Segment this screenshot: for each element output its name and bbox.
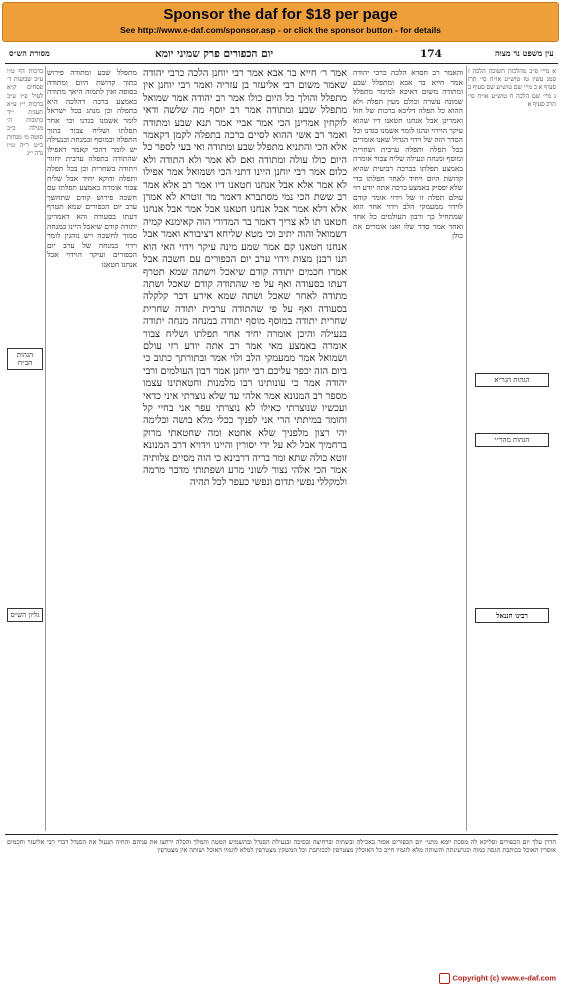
page-number: 174 [420,48,442,60]
rashi-column [353,68,463,828]
hagahot-hagra-box: הגהות הגר״א [475,373,549,387]
sponsor-subtitle[interactable]: See http://www.e-daf.com/sponsor.asp - or click the sponsor button - for details [120,25,441,35]
tosafot-text: מתפלל שבע ומתודה פירוש בתוך קדושת היום ומתודה בסופה ואין לתמוה היאך מתודה באמצע ברכה דהלכה היא בתפלה וכן מנהג בכל ישראל לומר אשמנו בגדנו וכו׳ אחר תפלתו ושליח צבור בתוך התפלה ובמוסף ובמנחה ובנעילה יש לומר דהכי קאמר דאפילו שהתודה בתפלה ערבית יחזור ויתודה בשחרית וכן בכל תפלה ותפלה ודוקא יחיד אבל שליח צבור אומרה באמצע תפלתו עם חשכה פירוש קודם שתחשך ערב יום הכפורים שמא תטרף דעתו בסעודה והא דאמרינן יתודה קודם שיאכל היינו במנחה סמוך לחשכה ויש נוהגין לומר וידוי במנחה של ערב יום הכפורים ועיקר הוידוי אבל אנחנו חטאנו [47,68,137,269]
header-rule [5,63,558,64]
bottom-rule [5,834,558,835]
masoret-hashas-label: מסורת הש״ס [9,48,50,58]
hagahot-bach-box: הגהות הב״ח [7,348,43,370]
gemara-text: אמר ר׳ חייא בר אבא אמר רבי יוחנן הלכה כרבי יהודה שאמר משום רבי אליעזר בן עזריה ואמר רבי יוחנן אין מתפלל והולך כל היום כולו אמר רב יהודה אמר שמואל מתפלל שבע ומתודה אמר רב יוסף מה שלשה ודאי לוקחין אמרינן הכי אמר אביי אמר תנא שבע ומתודה ואמר רב אשי ההוא לסיים ברכה בתפלה לקמן דקאמר אלא הכי והתניא מתפלל שבע ומתודה ואי בעי לספר כל היום כולו עולה ומתודה ואם לא אמר ולא התודה ולא כלום אמר רבי יוחנן היינו דתני הכי ושמואל אמר אפילו לא אמר אלא אבל אנחנו חטאנו דיו אמר רב אלא אמר רב ששת הכי נמי מסתברא דאמר מר זוטרא לא אמרן אלא דלא אמר אבל אנחנו חטאנו אבל אמר אבל אנחנו חטאנו תו לא צריך דאמר בר המדורי הוה קאימנא קמיה דשמואל והוה יתיב וכי מטא שליחא דציבורא ואמר אבל אנחנו חטאנו קם אמר שמע מינה עיקר וידוי האי הוא תנו רבנן מצות וידוי ערב יום הכפורים עם חשכה אבל אמרו חכמים יתודה קודם שיאכל וישתה שמא תטרף דעתו בסעודה ואף על פי שהתודה קודם שאכל ושתה מתודה לאחר שאכל ושתה שמא אירע דבר קלקלה בסעודה ואף על פי שהתודה ערבית יתודה שחרית שחרית יתודה במוסף מוסף יתודה במנחה מנחה יתודה בנעילה והיכן אומרה יחיד אחר תפלתו ושליח צבור אומרה באמצע מאי אמר רב אתה יודע רזי עולם ושמואל אמר ממעמקי הלב ולוי אמר ובתורתך כתוב כי ביום הזה יכפר עליכם רבי יוחנן אמר רבון העולמים ורבי יהודה אמר כי עונותינו רבו מלמנות וחטאתינו עצמו מספר רב המנונא אמר אלהי עד שלא נוצרתי איני כדאי ועכשיו שנוצרתי כאילו לא נוצרתי עפר אני בחיי קל וחומר במיתתי הרי אני לפניך ככלי מלא בושה וכלימה יהי רצון מלפניך שלא אחטא ומה שחטאתי מרוק ברחמיך אבל לא על ידי יסורין והיינו וידויא דרב המנונא זוטא כולה שתא ומר בריה דרבינא כי הוה מסיים צלותיה אמר הכי אלהי נצור לשוני מרע ושפתותי מדבר מרמה ולמקללי נפשי תדום ונפשי כעפר לכל תהיה [143,68,347,489]
sponsor-banner[interactable] [2,2,559,42]
tosafot-column [47,68,137,828]
bottom-commentary: הדרן עלך יום הכפורים וסליקא לה מסכת יומא מתני׳ יום הכפורים אסור באכילה ובשתיה וברחיצה ובסיכה ובנעילת הסנדל ובתשמיש המטה והמלך והכלה ירחצו את פניהם והחיה תנעול את הסנדל דברי רבי אליעזר וחכמים אוסרין האוכל ככותבת הגסה כמוה וכגרעינתה והשותה מלא לוגמיו חייב כל האוכלין מצטרפין לככותבת וכל המשקין מצטרפין למלא לוגמיו האוכל ושותה אין מצטרפין [7,838,556,854]
gemara-column [143,68,347,828]
masoret-notes: ברכות דף ט״ו ע״ב שבועות ד׳ פסחים ק״א לעיל פ״ז ע״ב ברכות י״ז ע״א תענית י״ד כתובות ה׳ מגילה כ״ב סוטה מ׳ מנחות כ״ט ר״ה ט״ז נדה י״ג [7,68,43,158]
rashi-text: והאמר רב חסדא הלכה כרבי יהודה אמר חייא בר אבא ומתפלל שבע ומתודה משום דאיכא למימר מתפלל שמונה עשרה וכולם מעין תפלה ולא ההוא כל תפלה דליכא ברכות של חול ואמרינן אבל אנחנו חטאנו דיו שהוא עיקר הוידוי ונהגו לומר אשמנו בגדנו וכל הסדר הזה של וידוי הגדול שאנו אומרים בכל תפלה ותפלה ערבית ושחרית ומוסף ומנחה ונעילה שליח צבור אומרה באמצע תפלתו בברכה רביעית שהיא קדושת היום ויחיד לאחר תפלתו כדי שלא יפסיק באמצע ברכה אתה יודע רזי עולם תפלה זו של וידוי אומר קודם לוידוי ממעמקי הלב וידוי אחר הוא שמתחיל כך ורבון העולמים כל אחד ואחד אמר סדר שלו ואנו אומרים את כולן [353,68,463,241]
ein-mishpat-label: עין משפט נר מצוה [495,48,554,58]
copyright-footer[interactable] [6,973,556,987]
talmud-page [5,48,558,973]
hagahot-yaavetz-box: הגהות מהר״י [475,433,549,447]
column-rule [466,66,467,831]
column-rule [45,66,46,831]
gilyon-box: גליון הש״ס [7,608,43,622]
copyright-text[interactable]: Copyright (c) www.e-daf.com [452,973,556,983]
copyright-icon [439,973,450,984]
sponsor-title[interactable]: Sponsor the daf for $18 per page [163,6,398,23]
rabbeinu-chananel-box: רבינו חננאל [475,608,549,623]
ein-mishpat-notes: א מיי׳ פ״ב מהלכות תשובה הלכה ז סמג עשין טז טוש״ע או״ח סי׳ תרז סעיף א ב מיי׳ שם טוש״ע שם סעיף ב ג מיי׳ שם הלכה ח טוש״ע או״ח סי׳ תרכ סעיף א [468,68,556,108]
chapter-header: יום הכפורים פרק שמיני יומא [155,48,274,60]
